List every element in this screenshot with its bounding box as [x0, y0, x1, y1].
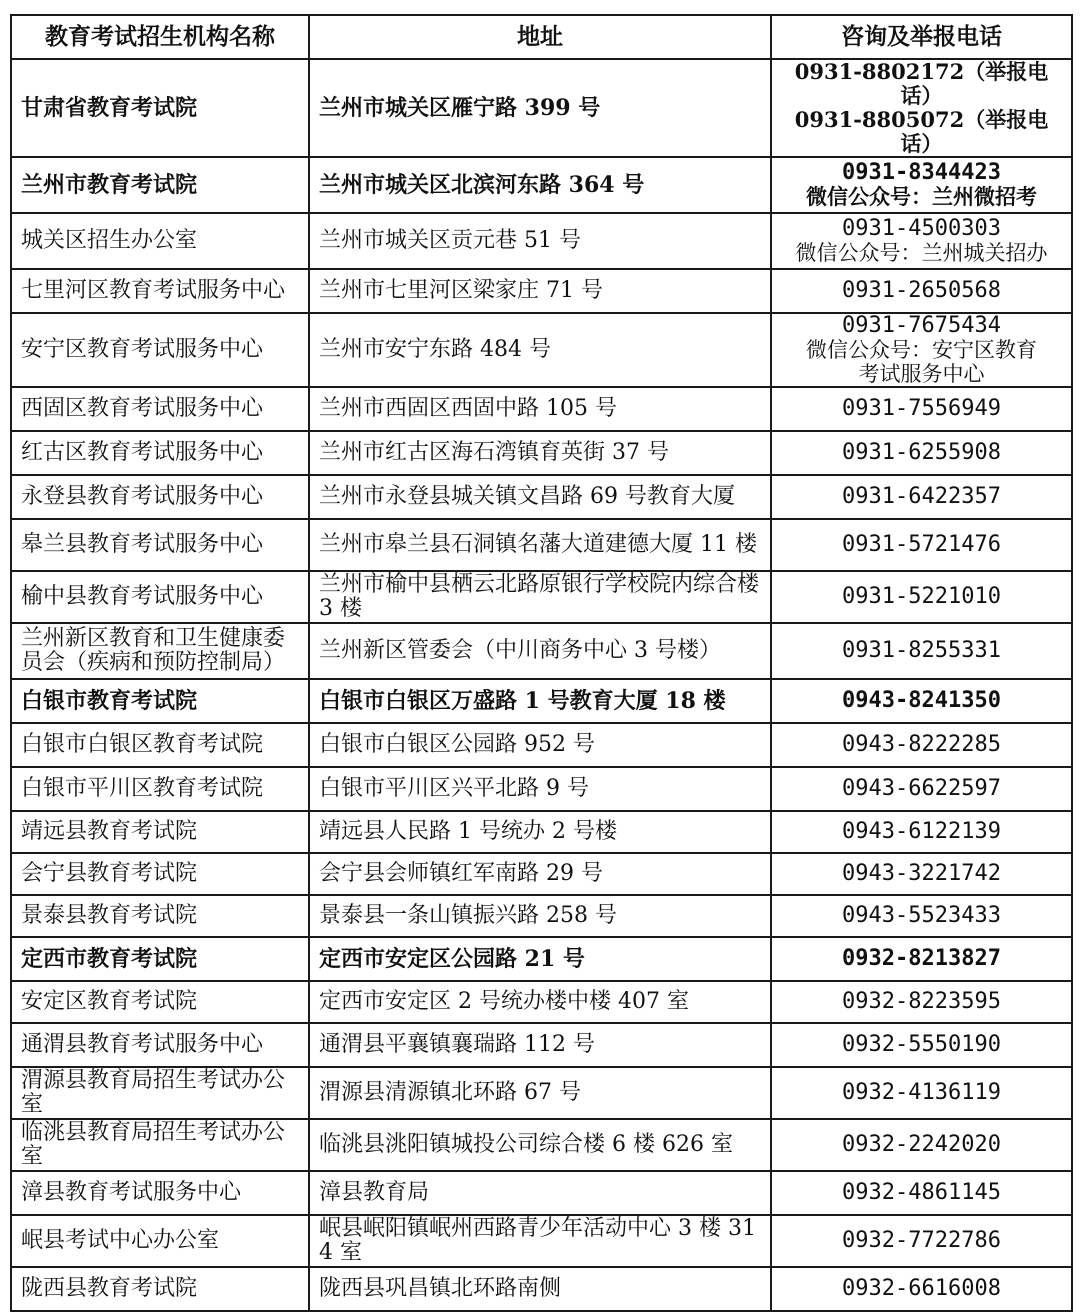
institution-address: 陇西县巩昌镇北环路南侧 [309, 1267, 771, 1311]
institution-name: 漳县教育考试服务中心 [11, 1171, 309, 1215]
contacts-table [10, 14, 1073, 1312]
phone-number: 0932-6616008 [842, 1276, 1001, 1301]
phone-number: 0932-8213827 [842, 946, 1001, 971]
contact-phone [771, 269, 1072, 313]
contact-phone [771, 1267, 1072, 1311]
institution-address: 临洮县洮阳镇城投公司综合楼 6 楼 626 室 [309, 1119, 771, 1171]
institution-address: 漳县教育局 [309, 1171, 771, 1215]
institution-name: 白银市白银区教育考试院 [11, 723, 309, 767]
institution-address: 会宁县会师镇红军南路 29 号 [309, 853, 771, 895]
phone-number: 0932-4136119 [842, 1080, 1001, 1105]
phone-number: 0931-8802172（举报电话） [794, 59, 1049, 108]
phone-number: 0931-5221010 [842, 584, 1001, 609]
phone-number: 0931-8255331 [842, 638, 1001, 663]
institution-name: 兰州市教育考试院 [11, 157, 309, 213]
table-row [11, 431, 1072, 475]
contact-phone [771, 313, 1072, 387]
phone-note: 微信公众号：安宁区教育 [806, 338, 1037, 362]
institution-address: 靖远县人民路 1 号统办 2 号楼 [309, 811, 771, 853]
contact-phone [771, 623, 1072, 679]
header-phone: 咨询及举报电话 [771, 15, 1072, 59]
contact-phone [771, 519, 1072, 571]
phone-note: 微信公众号：兰州城关招办 [795, 241, 1048, 265]
contact-phone [771, 213, 1072, 269]
table-row [11, 1171, 1072, 1215]
table-row [11, 723, 1072, 767]
institution-name: 红古区教育考试服务中心 [11, 431, 309, 475]
table-row [11, 853, 1072, 895]
phone-number: 0932-5550190 [842, 1032, 1001, 1057]
contact-phone [771, 157, 1072, 213]
table-row [11, 1023, 1072, 1067]
institution-name: 景泰县教育考试院 [11, 895, 309, 937]
contact-phone [771, 937, 1072, 981]
institution-address: 兰州市城关区贡元巷 51 号 [309, 213, 771, 269]
institution-address: 兰州市城关区雁宁路 399 号 [309, 59, 771, 157]
contact-phone [771, 853, 1072, 895]
contact-phone [771, 1119, 1072, 1171]
contact-phone [771, 679, 1072, 723]
phone-number: 0943-6622597 [842, 776, 1001, 801]
table-row [11, 59, 1072, 157]
contact-phone [771, 981, 1072, 1023]
table-row [11, 157, 1072, 213]
institution-name: 定西市教育考试院 [11, 937, 309, 981]
phone-number: 0931-4500303 [842, 216, 1001, 241]
institution-address: 兰州市七里河区梁家庄 71 号 [309, 269, 771, 313]
table-row [11, 811, 1072, 853]
institution-name: 陇西县教育考试院 [11, 1267, 309, 1311]
institution-name: 白银市教育考试院 [11, 679, 309, 723]
contact-phone [771, 723, 1072, 767]
table-row [11, 1215, 1072, 1267]
contact-phone [771, 1215, 1072, 1267]
contact-phone [771, 1067, 1072, 1119]
table-row [11, 571, 1072, 623]
institution-address: 兰州新区管委会（中川商务中心 3 号楼） [309, 623, 771, 679]
institution-address: 兰州市安宁东路 484 号 [309, 313, 771, 387]
contact-phone [771, 387, 1072, 431]
header-row [11, 15, 1072, 59]
institution-name: 七里河区教育考试服务中心 [11, 269, 309, 313]
table-row [11, 679, 1072, 723]
phone-number: 0931-6255908 [842, 440, 1001, 465]
phone-number: 0931-7556949 [842, 396, 1001, 421]
phone-number: 0932-8223595 [842, 989, 1001, 1014]
institution-name: 安定区教育考试院 [11, 981, 309, 1023]
phone-number: 0943-8222285 [842, 732, 1001, 757]
institution-name: 岷县考试中心办公室 [11, 1215, 309, 1267]
phone-number: 0931-7675434 [842, 313, 1001, 338]
contact-phone [771, 571, 1072, 623]
contact-phone [771, 1023, 1072, 1067]
institution-address: 岷县岷阳镇岷州西路青少年活动中心 3 楼 314 室 [309, 1215, 771, 1267]
header-name: 教育考试招生机构名称 [11, 15, 309, 59]
institution-name: 永登县教育考试服务中心 [11, 475, 309, 519]
institution-address: 兰州市城关区北滨河东路 364 号 [309, 157, 771, 213]
phone-number: 0931-6422357 [842, 484, 1001, 509]
institution-name: 西固区教育考试服务中心 [11, 387, 309, 431]
table-row [11, 981, 1072, 1023]
table-row [11, 1119, 1072, 1171]
phone-note: 0931-8805072（举报电话） [794, 107, 1049, 156]
institution-address: 兰州市榆中县栖云北路原银行学校院内综合楼 3 楼 [309, 571, 771, 623]
institution-address: 白银市白银区公园路 952 号 [309, 723, 771, 767]
phone-number: 0932-4861145 [842, 1180, 1001, 1205]
contact-phone [771, 895, 1072, 937]
institution-name: 甘肃省教育考试院 [11, 59, 309, 157]
contact-phone [771, 811, 1072, 853]
institution-address: 兰州市红古区海石湾镇育英街 37 号 [309, 431, 771, 475]
institution-name: 靖远县教育考试院 [11, 811, 309, 853]
contact-phone [771, 59, 1072, 157]
phone-number: 0943-3221742 [842, 861, 1001, 886]
institution-name: 皋兰县教育考试服务中心 [11, 519, 309, 571]
phone-note: 微信公众号：兰州微招考 [806, 184, 1037, 209]
phone-number: 0931-2650568 [842, 278, 1001, 303]
phone-number: 0931-5721476 [842, 532, 1001, 557]
institution-address: 白银市平川区兴平北路 9 号 [309, 767, 771, 811]
phone-number: 0932-7722786 [842, 1228, 1001, 1253]
phone-note: 考试服务中心 [858, 362, 985, 386]
institution-address: 定西市安定区 2 号统办楼中楼 407 室 [309, 981, 771, 1023]
table-row [11, 387, 1072, 431]
institution-address: 定西市安定区公园路 21 号 [309, 937, 771, 981]
table-row [11, 269, 1072, 313]
institution-name: 兰州新区教育和卫生健康委员会（疾病和预防控制局） [11, 623, 309, 679]
institution-address: 景泰县一条山镇振兴路 258 号 [309, 895, 771, 937]
table-row [11, 767, 1072, 811]
contact-phone [771, 431, 1072, 475]
table-row [11, 1267, 1072, 1311]
institution-address: 兰州市永登县城关镇文昌路 69 号教育大厦 [309, 475, 771, 519]
table-row [11, 623, 1072, 679]
institution-address: 通渭县平襄镇襄瑞路 112 号 [309, 1023, 771, 1067]
institution-name: 安宁区教育考试服务中心 [11, 313, 309, 387]
institution-name: 通渭县教育考试服务中心 [11, 1023, 309, 1067]
table-row [11, 1067, 1072, 1119]
contact-phone [771, 767, 1072, 811]
phone-number: 0931-8344423 [842, 160, 1001, 185]
table-body [11, 59, 1072, 1311]
header-address: 地址 [309, 15, 771, 59]
institution-address: 白银市白银区万盛路 1 号教育大厦 18 楼 [309, 679, 771, 723]
table-row [11, 313, 1072, 387]
institution-address: 渭源县清源镇北环路 67 号 [309, 1067, 771, 1119]
institution-name: 临洮县教育局招生考试办公室 [11, 1119, 309, 1171]
phone-number: 0943-5523433 [842, 903, 1001, 928]
institution-name: 渭源县教育局招生考试办公室 [11, 1067, 309, 1119]
contact-phone [771, 475, 1072, 519]
table-row [11, 519, 1072, 571]
table-row [11, 937, 1072, 981]
contact-phone [771, 1171, 1072, 1215]
institution-address: 兰州市西固区西固中路 105 号 [309, 387, 771, 431]
institution-name: 会宁县教育考试院 [11, 853, 309, 895]
table-row [11, 895, 1072, 937]
institution-name: 榆中县教育考试服务中心 [11, 571, 309, 623]
table-row [11, 475, 1072, 519]
table-row [11, 213, 1072, 269]
phone-number: 0943-8241350 [842, 688, 1001, 713]
institution-name: 白银市平川区教育考试院 [11, 767, 309, 811]
institution-name: 城关区招生办公室 [11, 213, 309, 269]
phone-number: 0932-2242020 [842, 1132, 1001, 1157]
phone-number: 0943-6122139 [842, 819, 1001, 844]
institution-address: 兰州市皋兰县石洞镇名藩大道建德大厦 11 楼 [309, 519, 771, 571]
